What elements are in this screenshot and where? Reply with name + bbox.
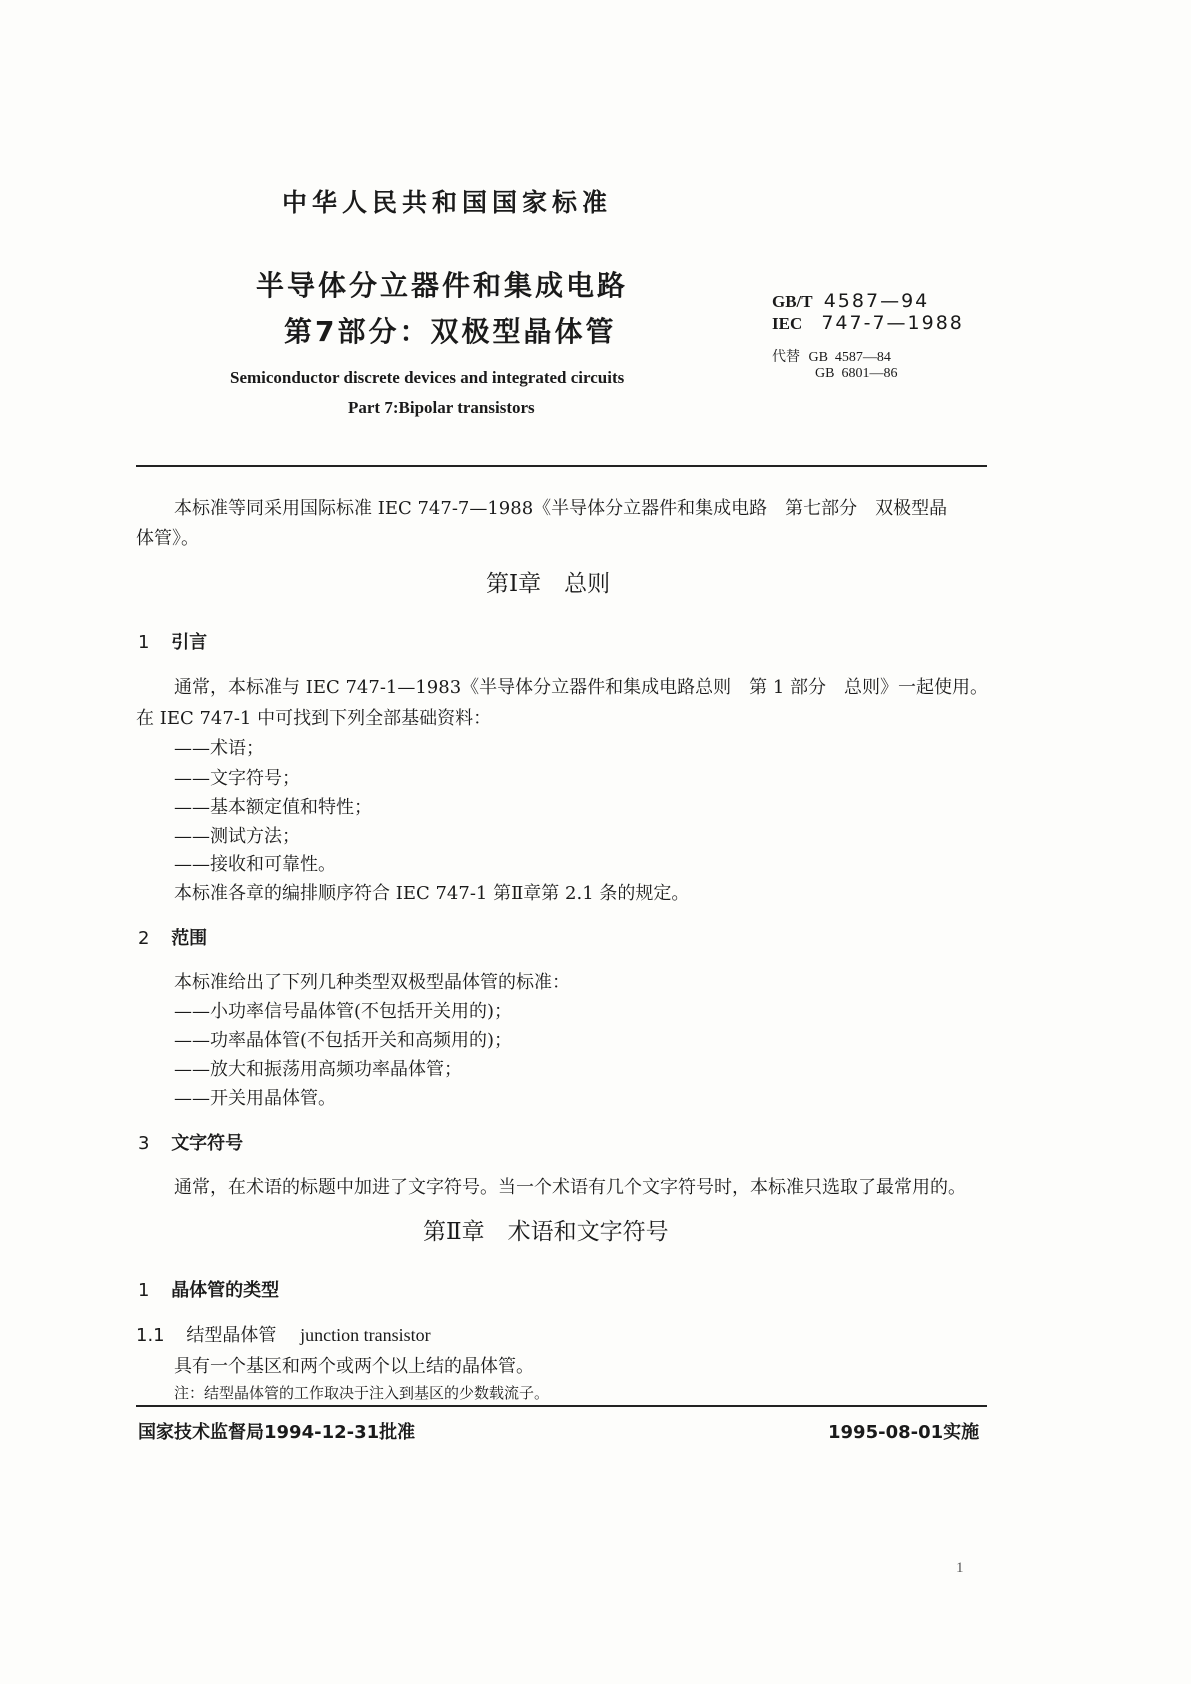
replaces-block [772,346,897,382]
section-2-item: ——功率晶体管(不包括开关和高频用的)； [174,1030,513,1051]
section-2-number: 2 [138,928,150,949]
title-cn-line2: 第7部分：双极型晶体管 [284,315,617,348]
subsection-1-1-title-en: junction transistor [300,1325,431,1345]
section-2-title: 范围 [171,928,208,949]
header-divider [136,465,987,467]
subsection-1-1-heading [136,1321,431,1347]
title-en-line1: Semiconductor discrete devices and integrated circuits [230,368,625,387]
intro-line-1: 本标准等同采用国际标准 IEC 747-7—1988《半导体分立器件和集成电路 第七部分 双极型晶 [174,498,948,519]
title-cn-line1: 半导体分立器件和集成电路 [256,269,629,302]
ch2-section-1-title: 晶体管的类型 [171,1280,280,1301]
effective-date: 1995-08-01实施 [828,1422,980,1443]
section-1-item: ——术语； [174,738,264,759]
gb-code-prefix: GB/T [772,292,813,311]
iec-code-number: 747-7—1988 [821,312,964,334]
section-3-number: 3 [138,1133,150,1154]
section-1-para-2: 在 IEC 747-1 中可找到下列全部基础资料： [136,708,492,729]
section-3-title: 文字符号 [171,1133,244,1154]
section-2-item: ——小功率信号晶体管(不包括开关用的)； [174,1001,513,1022]
footer-divider [136,1405,987,1407]
intro-line-2: 体管》。 [136,528,199,549]
ch2-section-1-heading [138,1276,279,1302]
section-1-item: ——接收和可靠性。 [174,854,336,875]
subsection-1-1-number: 1.1 [136,1325,165,1346]
section-2-item: ——放大和振荡用高频功率晶体管； [174,1059,462,1080]
section-1-title: 引言 [171,632,208,653]
replaces-label: 代替 [772,349,800,365]
page-number: 1 [956,1560,964,1576]
section-3-para-1: 通常，在术语的标题中加进了文字符号。当一个术语有几个文字符号时，本标准只选取了最常用的。 [174,1177,966,1198]
section-1-para-3: 本标准各章的编排顺序符合 IEC 747-1 第Ⅱ章第 2.1 条的规定。 [174,883,690,904]
section-1-item: ——文字符号； [174,768,300,789]
section-3-heading [138,1129,243,1155]
approval-date: 国家技术监督局1994-12-31批准 [138,1422,416,1443]
iec-code-prefix: IEC [772,314,803,333]
title-en-line2: Part 7:Bipolar transistors [348,398,535,417]
chapter-2-title: 第Ⅱ章 术语和文字符号 [423,1219,669,1245]
section-2-para-1: 本标准给出了下列几种类型双极型晶体管的标准： [174,972,570,993]
subsection-1-1-definition: 具有一个基区和两个或两个以上结的晶体管。 [174,1356,534,1377]
replaces-standard-1: GB 4587—84 [808,350,891,365]
chapter-1-title: 第Ⅰ章 总则 [486,571,611,597]
section-1-item: ——基本额定值和特性； [174,797,372,818]
section-1-heading [138,628,207,654]
subsection-1-1-note: 注：结型晶体管的工作取决于注入到基区的少数载流子。 [174,1384,550,1402]
section-1-item: ——测试方法； [174,826,300,847]
national-standard-heading: 中华人民共和国国家标准 [282,188,613,217]
section-1-para-1: 通常，本标准与 IEC 747-1—1983《半导体分立器件和集成电路总则 第 1 部分 总则》一起使用。 [174,677,989,698]
ch2-section-1-number: 1 [138,1280,150,1301]
section-2-item: ——开关用晶体管。 [174,1088,336,1109]
subsection-1-1-title-cn: 结型晶体管 [186,1325,277,1346]
section-1-number: 1 [138,632,150,653]
gb-code-number: 4587—94 [823,290,930,312]
section-2-heading [138,924,207,950]
standard-code-block [772,290,964,334]
replaces-standard-2: GB 6801—86 [815,366,898,381]
